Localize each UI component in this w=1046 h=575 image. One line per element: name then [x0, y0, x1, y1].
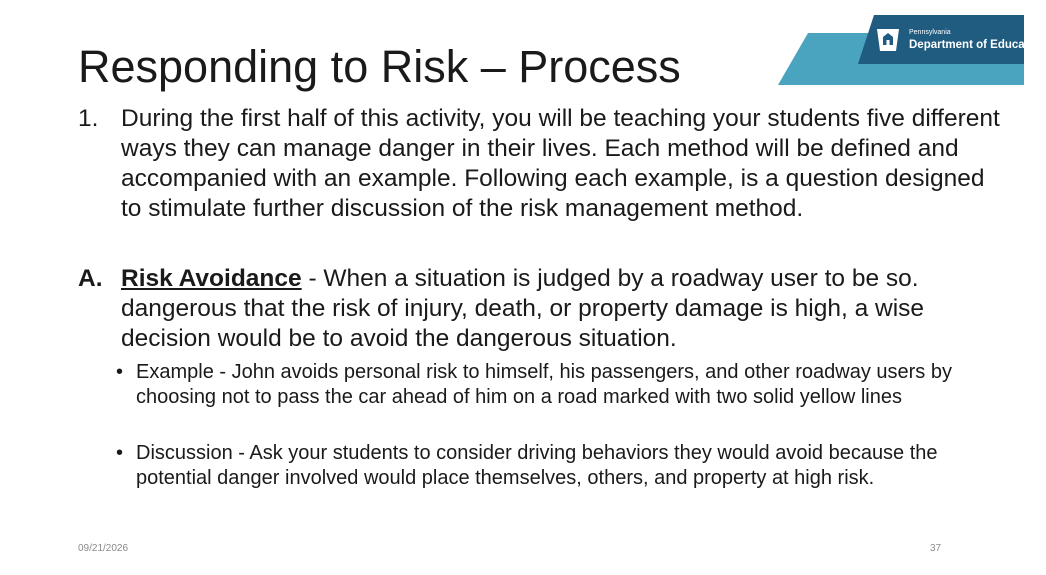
list-item-text: During the first half of this activity, you will be teaching your students five different ways they can manage danger in their lives. Each method will be defined and accompanied with an example. Following each example, is a question designed to stimulate further discussion of the risk management method. — [121, 105, 1000, 222]
bullet-dot: • — [116, 442, 124, 464]
bullet-item-discussion — [116, 441, 1016, 491]
list-item-a — [78, 264, 1008, 354]
logo-state-text: Pennsylvania — [909, 29, 951, 36]
bullet-text: Discussion - Ask your students to consider driving behaviors they would avoid because the potential danger involved would place themselves, others, and property at high risk. — [136, 442, 938, 489]
footer-page-number: 37 — [930, 543, 942, 554]
keystone-logo-icon — [874, 26, 902, 54]
risk-avoidance-heading: Risk Avoidance — [121, 265, 302, 292]
list-item-number: 1. — [78, 105, 99, 132]
list-item-letter: A. — [78, 265, 103, 292]
list-item-a-body — [121, 264, 1008, 354]
risk-avoidance-text: - When a situation is judged by a roadway user to be so. dangerous that the risk of injury, death, or property damage is high, a wise decision would be to avoid the dangerous situation. — [121, 265, 925, 352]
bullet-dot: • — [116, 361, 124, 383]
list-item-1 — [78, 104, 1008, 224]
footer-date: 09/21/2026 — [78, 543, 129, 554]
bullet-text: Example - John avoids personal risk to himself, his passengers, and other roadway users by choosing not to pass the car ahead of him on a road marked with two solid yellow lines — [136, 361, 952, 408]
bullet-item-example — [116, 360, 1016, 410]
slide-title: Responding to Risk – Process — [78, 41, 681, 92]
logo-department-text: Department of Education — [909, 39, 1046, 51]
